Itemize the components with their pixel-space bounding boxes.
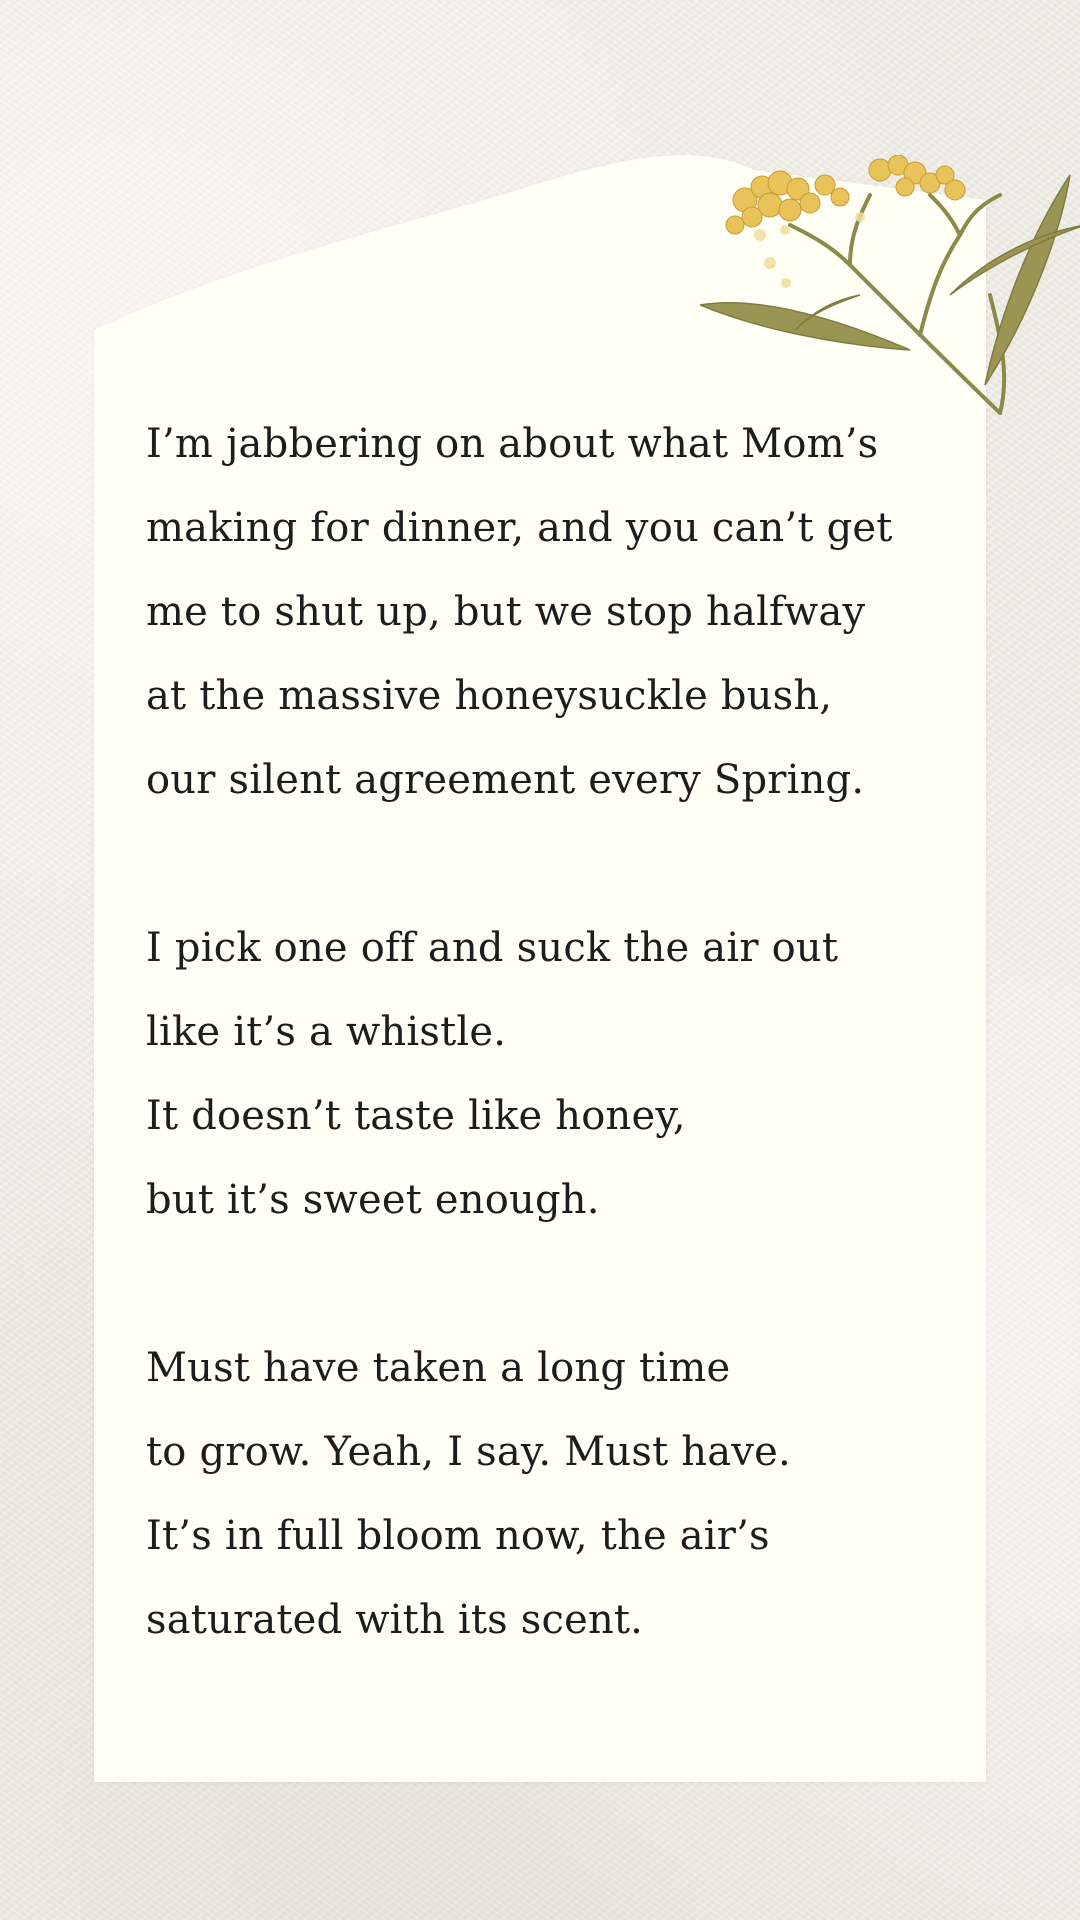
- poem-line: our silent agreement every Spring.: [146, 757, 865, 803]
- poem-line: It’s in full bloom now, the air’s: [146, 1513, 770, 1559]
- stanza-3: [146, 1326, 946, 1662]
- dried-flower-icon: [700, 155, 1080, 435]
- stanza-2: [146, 906, 946, 1242]
- poem-line: but it’s sweet enough.: [146, 1177, 600, 1223]
- poem-line: saturated with its scent.: [146, 1597, 644, 1643]
- poem-line: Must have taken a long time: [146, 1345, 731, 1391]
- poem-line: to grow. Yeah, I say. Must have.: [146, 1429, 791, 1475]
- poem-line: like it’s a whistle.: [146, 1009, 507, 1055]
- stanza-1: [146, 402, 946, 822]
- poem-line: I pick one off and suck the air out: [146, 925, 839, 971]
- poem-line: I’m jabbering on about what Mom’s: [146, 421, 879, 467]
- poem-line: me to shut up, but we stop halfway: [146, 589, 866, 635]
- poem-line: at the massive honeysuckle bush,: [146, 673, 833, 719]
- poem-line: It doesn’t taste like honey,: [146, 1093, 686, 1139]
- poem-text: [146, 402, 946, 1662]
- poem-line: making for dinner, and you can’t get: [146, 505, 893, 551]
